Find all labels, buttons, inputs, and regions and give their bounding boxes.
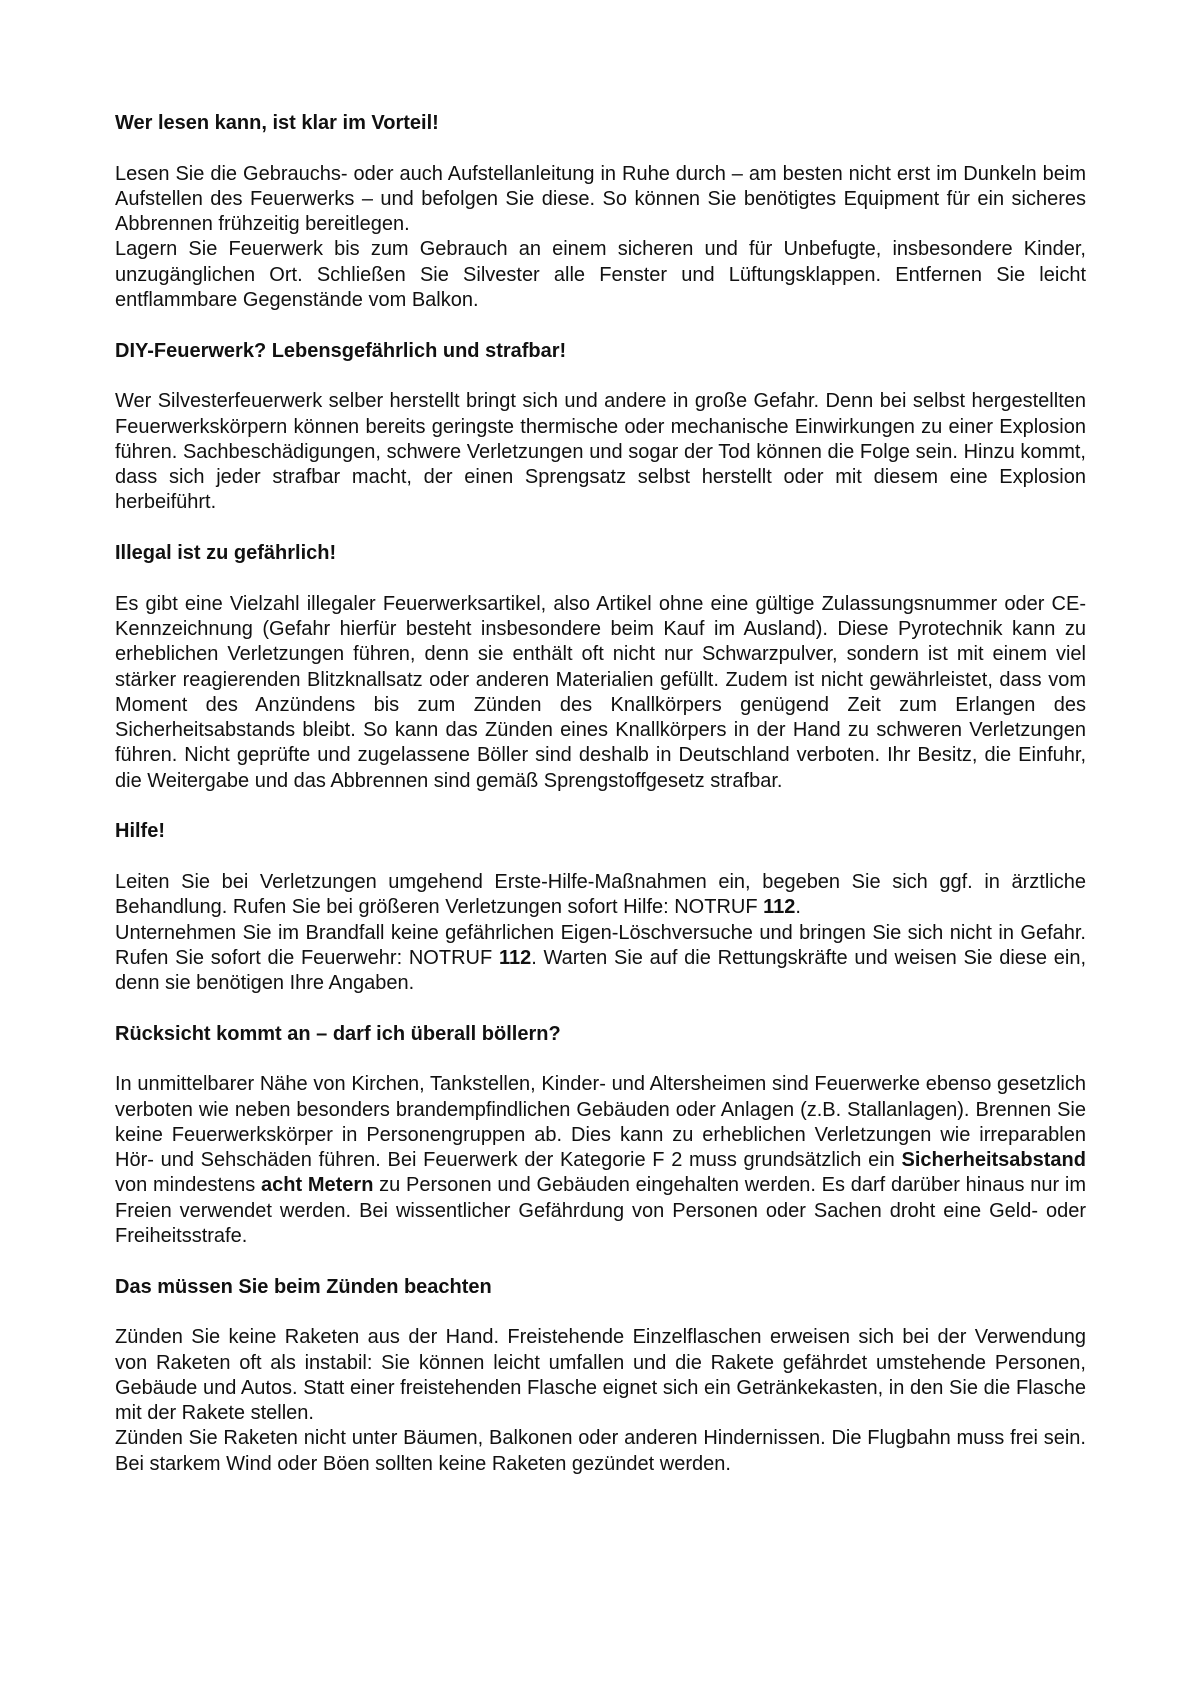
document-body — [115, 111, 1086, 1477]
paragraph — [115, 870, 1086, 921]
paragraph: Lesen Sie die Gebrauchs- oder auch Aufstellanleitung in Ruhe durch – am besten nicht erst im Dunkeln beim Aufstellen des Feuerwerks – und befolgen Sie diese. So können Sie benötigtes Equipment für ein sicheres Abbrennen frühzeitig bereitlegen. — [115, 162, 1086, 236]
section-consideration — [115, 1022, 1086, 1250]
emergency-number: 112 — [498, 946, 532, 969]
section-heading: Das müssen Sie beim Zünden beachten — [115, 1275, 492, 1298]
section-heading: Rücksicht kommt an – darf ich überall böllern? — [115, 1022, 561, 1045]
paragraph-text: Unternehmen Sie im Brandfall keine gefährlichen Eigen-Löschversuche und bringen Sie sich nicht in Gefahr. Rufen Sie sofort die Feuerwehr: NOTRUF — [115, 921, 1086, 969]
section-illegal — [115, 541, 1086, 794]
emergency-number: 112 — [763, 896, 796, 919]
paragraph: Zünden Sie keine Raketen aus der Hand. Freistehende Einzelflaschen erweisen sich bei der Verwendung von Raketen oft als instabil: Sie können leicht umfallen und die Rakete gefährdet umstehende Personen, Gebäude und Autos. Statt einer freistehenden Flasche eignet sich ein Getränkekasten, in den Sie die Flasche mit der Rakete stellen. — [115, 1326, 1086, 1425]
paragraph-text: von mindestens — [115, 1174, 261, 1197]
section-heading: DIY-Feuerwerk? Lebensgefährlich und strafbar! — [115, 339, 567, 362]
bold-term: acht Metern — [261, 1174, 374, 1197]
paragraph-text: Leiten Sie bei Verletzungen umgehend Erste-Hilfe-Maßnahmen ein, begeben Sie sich ggf. in ärztliche Behandlung. Rufen Sie bei größeren Verletzungen sofort Hilfe: NOTRUF — [115, 870, 1086, 919]
paragraph — [115, 1072, 1086, 1249]
paragraph-text: . — [795, 896, 801, 919]
section-reading — [115, 111, 1086, 313]
section-heading: Illegal ist zu gefährlich! — [115, 542, 337, 565]
section-diy — [115, 339, 1086, 516]
paragraph-text: In unmittelbarer Nähe von Kirchen, Tankstellen, Kinder- und Altersheimen sind Feuerwerke ebenso gesetzlich verboten wie neben besonders brandempfindlichen Gebäuden oder Anlagen (z.B. Stallanlagen). Brennen Sie keine Feuerwerkskörper in Personengruppen ab. Dies kann zu erheblichen Verletzungen wie irreparablen Hör- und Sehschäden führen. Bei Feuerwerk der Kategorie F 2 muss grundsätzlich ein — [115, 1073, 1086, 1172]
bold-term: Sicherheitsabstand — [901, 1149, 1086, 1172]
paragraph: Zünden Sie Raketen nicht unter Bäumen, Balkonen oder anderen Hindernissen. Die Flugbahn muss frei sein. Bei starkem Wind oder Böen sollten keine Raketen gezündet werden. — [115, 1427, 1086, 1475]
section-heading: Wer lesen kann, ist klar im Vorteil! — [115, 112, 439, 134]
paragraph-text: . Warten Sie auf die Rettungskräfte und weisen Sie diese ein, denn sie benötigen Ihre Angaben. — [115, 946, 1086, 995]
paragraph-text: zu Personen und Gebäuden eingehalten werden. Es darf darüber hinaus nur im Freien verwendet werden. Bei wissentlicher Gefährdung von Personen oder Sachen droht eine Geld- oder Freiheitsstrafe. — [115, 1174, 1087, 1248]
section-help — [115, 819, 1086, 996]
paragraph: Es gibt eine Vielzahl illegaler Feuerwerksartikel, also Artikel ohne eine gültige Zulassungsnummer oder CE-Kennzeichnung (Gefahr hierfür besteht insbesondere beim Kauf im Ausland). Diese Pyrotechnik kann zu erheblichen Verletzungen führen, denn sie enthält oft nicht nur Schwarzpulver, sondern ist mit einem viel stärker reagierenden Blitzknallsatz oder anderen Materialien gefüllt. Zudem ist nicht gewährleistet, dass vom Moment des Anzündens bis zum Zünden des Knallkörpers genügend Zeit zum Erlangen des Sicherheitsabstands bleibt. So kann das Zünden eines Knallkörpers in der Hand zu schweren Verletzungen führen. Nicht geprüfte und zugelassene Böller sind deshalb in Deutschland verboten. Ihr Besitz, die Einfuhr, die Weitergabe und das Abbrennen sind gemäß Sprengstoffgesetz strafbar. — [115, 592, 1086, 792]
paragraph: Lagern Sie Feuerwerk bis zum Gebrauch an einem sicheren und für Unbefugte, insbesondere Kinder, unzugänglichen Ort. Schließen Sie Silvester alle Fenster und Lüftungsklappen. Entfernen Sie leicht entflammbare Gegenstände vom Balkon. — [115, 238, 1086, 312]
section-ignition — [115, 1275, 1086, 1477]
paragraph: Wer Silvesterfeuerwerk selber herstellt bringt sich und andere in große Gefahr. Denn bei selbst hergestellten Feuerwerkskörpern können bereits geringste thermische oder mechanische Einwirkungen zu einer Explosion führen. Sachbeschädigungen, schwere Verletzungen und sogar der Tod können die Folge sein. Hinzu kommt, dass sich jeder strafbar macht, der einen Sprengsatz selbst herstellt oder mit diesem eine Explosion herbeiführt. — [115, 390, 1086, 514]
paragraph — [115, 921, 1086, 997]
section-heading: Hilfe! — [115, 820, 165, 843]
